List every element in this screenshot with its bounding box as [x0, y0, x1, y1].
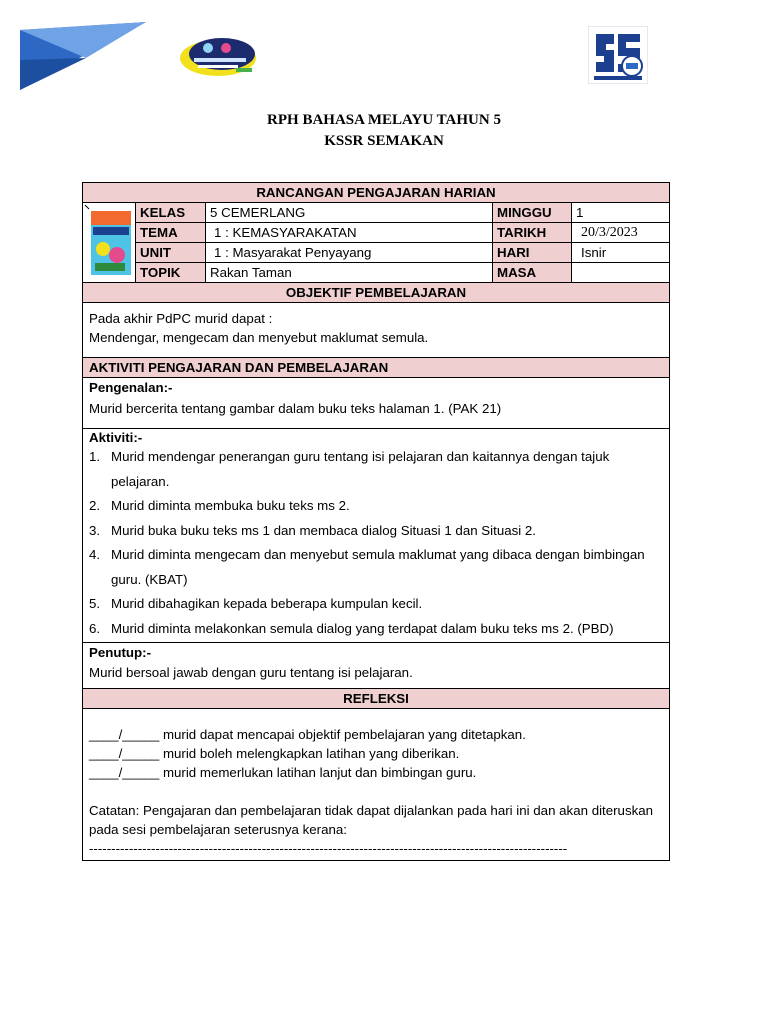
tema-value: 1 : KEMASYARAKATAN [206, 223, 493, 242]
aktiviti-list [89, 445, 663, 641]
refleksi-line: ____/_____ murid dapat mencapai objektif pembelajaran yang ditetapkan. [89, 727, 526, 742]
minggu-label: MINGGU [493, 203, 572, 222]
kelas-label: KELAS [136, 203, 206, 222]
kelas-value: 5 CEMERLANG [206, 203, 493, 222]
list-item: 1. Murid mendengar penerangan guru tentang isi pelajaran dan kaitannya dengan tajuk pelajaran. [89, 449, 610, 489]
pengenalan-label: Pengenalan:- [89, 380, 173, 395]
info-row-tema [136, 223, 669, 243]
objektif-intro: Pada akhir PdPC murid dapat : [89, 311, 273, 326]
lesson-plan-table [82, 182, 670, 861]
hari-value: Isnir [581, 245, 607, 260]
aktiviti-section [83, 429, 669, 643]
refleksi-line: ____/_____ murid memerlukan latihan lanjut dan bimbingan guru. [89, 765, 477, 780]
aktiviti-heading: AKTIVITI PENGAJARAN DAN PEMBELAJARAN [83, 358, 669, 378]
corner-decoration [0, 0, 150, 92]
info-row-kelas [136, 203, 669, 223]
aktiviti-label: Aktiviti:- [89, 430, 143, 445]
info-row-unit [136, 243, 669, 263]
objektif-text: Mendengar, mengecam dan menyebut maklumat semula. [89, 330, 429, 345]
info-grid [136, 203, 669, 282]
tarikh-label: TARIKH [493, 223, 572, 242]
textbook-cover-icon [83, 203, 135, 282]
penutup-text: Murid bersoal jawab dengan guru tentang isi pelajaran. [89, 665, 413, 680]
list-item: 3. Murid buka buku teks ms 1 dan membaca dialog Situasi 1 dan Situasi 2. [89, 522, 536, 538]
topik-label: TOPIK [136, 263, 206, 282]
pengenalan-section [83, 378, 669, 429]
objektif-heading: OBJEKTIF PEMBELAJARAN [83, 283, 669, 303]
info-row-topik [136, 263, 669, 282]
info-block [83, 203, 669, 283]
textbook-thumbnail [83, 203, 136, 282]
refleksi-heading: REFLEKSI [83, 689, 669, 709]
pengenalan-text: Murid bercerita tentang gambar dalam buku teks halaman 1. (PAK 21) [89, 401, 502, 416]
catatan-text: Catatan: Pengajaran dan pembelajaran tidak dapat dijalankan pada hari ini dan akan diteruskan pada sesi pembelajaran seterusnya kerana: [89, 803, 654, 837]
topik-value: Rakan Taman [206, 263, 493, 282]
minggu-value: 1 [576, 205, 584, 220]
masa-label: MASA [493, 263, 572, 282]
doc-title: RPH BAHASA MELAYU TAHUN 5 [267, 112, 501, 128]
plan-heading: RANCANGAN PENGAJARAN HARIAN [83, 183, 669, 203]
hari-label: HARI [493, 243, 572, 262]
unit-value: 1 : Masyarakat Penyayang [206, 243, 493, 262]
list-item: 2. Murid diminta membuka buku teks ms 2. [89, 498, 350, 513]
catatan-dash-line: ------------------------------------------------------------------------------------------------------------ [89, 841, 568, 856]
school-logo [178, 34, 258, 78]
penutup-label: Penutup:- [89, 645, 152, 660]
unit-label: UNIT [136, 243, 206, 262]
penutup-section [83, 643, 669, 689]
list-item: 5. Murid dibahagikan kepada beberapa kumpulan kecil. [89, 596, 423, 611]
objektif-section [83, 303, 669, 358]
masa-value [572, 263, 669, 282]
doc-subtitle: KSSR SEMAKAN [324, 133, 444, 149]
list-item: 6. Murid diminta melakonkan semula dialog yang terdapat dalam buku teks ms 2. (PBD) [89, 620, 614, 636]
district-logo [588, 26, 648, 84]
tema-label: TEMA [136, 223, 206, 242]
list-item: 4. Murid diminta mengecam dan menyebut semula maklumat yang dibaca dengan bimbingan guru. (KBAT) [89, 547, 645, 587]
refleksi-section [83, 709, 669, 860]
refleksi-line: ____/_____ murid boleh melengkapkan latihan yang diberikan. [89, 746, 460, 761]
tarikh-value: 20/3/2023 [581, 225, 638, 240]
